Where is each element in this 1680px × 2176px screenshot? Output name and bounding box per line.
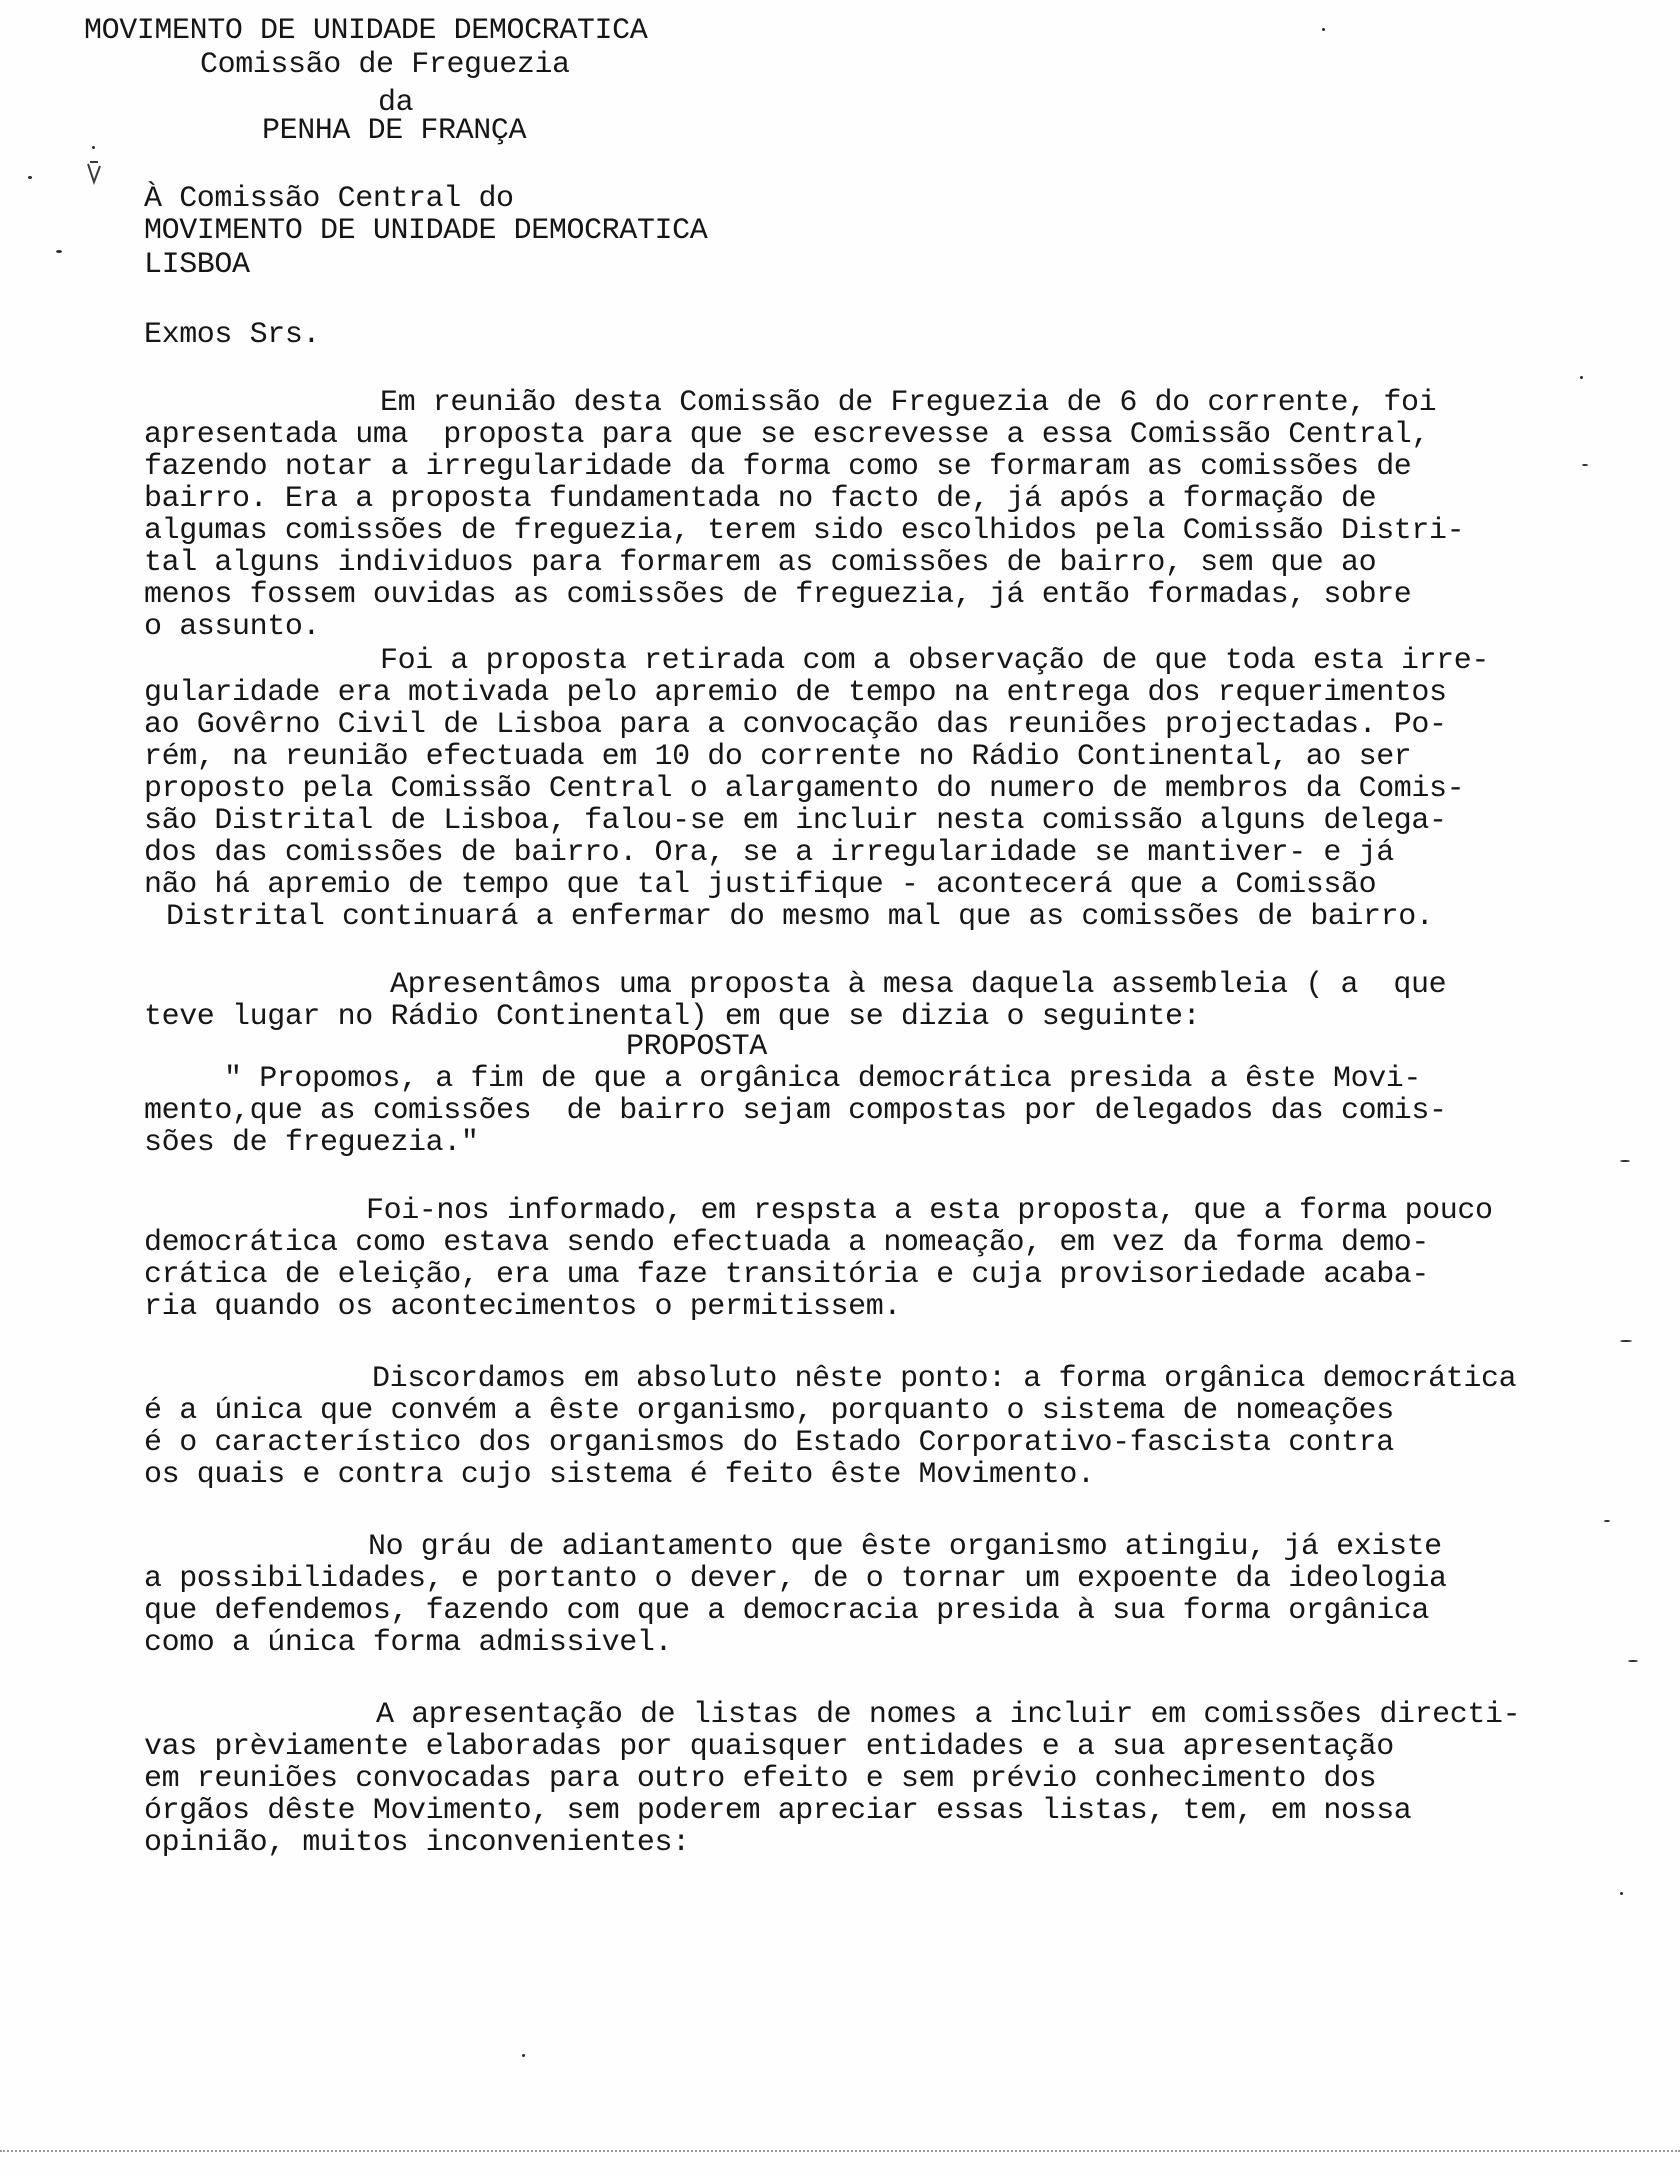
addressee-line-1: À Comissão Central do [144, 182, 514, 216]
scan-edge-line [0, 2150, 1680, 2152]
salutation: Exmos Srs. [144, 318, 321, 352]
scan-speck [92, 146, 95, 149]
text-line: o assunto. [144, 610, 321, 644]
text-line: rém, na reunião efectuada em 10 do corrente no Rádio Continental, ao ser [144, 740, 1412, 774]
addressee-line-3: LISBOA [144, 248, 250, 282]
text-line: Discordamos em absoluto nêste ponto: a forma orgânica democrática [372, 1362, 1517, 1396]
text-line: mento,que as comissões de bairro sejam compostas por delegados das comis- [144, 1094, 1447, 1128]
text-line: sões de freguezia." [144, 1126, 479, 1160]
text-line: No gráu de adiantamento que êste organismo atingiu, já existe [368, 1530, 1442, 1564]
text-line: fazendo notar a irregularidade da forma como se formaram as comissões de [144, 450, 1412, 484]
scan-speck [1628, 1660, 1638, 1662]
text-line: democrática como estava sendo efectuada a nomeação, em vez da forma demo- [144, 1226, 1430, 1260]
text-line: opinião, muitos inconvenientes: [144, 1826, 690, 1860]
text-line: teve lugar no Rádio Continental) em que se dizia o seguinte: [144, 1000, 1201, 1034]
text-line: algumas comissões de freguezia, terem sido escolhidos pela Comissão Distri- [144, 514, 1465, 548]
text-line: A apresentação de listas de nomes a incluir em comissões directi- [376, 1698, 1521, 1732]
text-line: " Propomos, a fim de que a orgânica democrática presida a êste Movi- [224, 1062, 1421, 1096]
text-line: ria quando os acontecimentos o permitissem. [144, 1290, 901, 1324]
text-line: crática de eleição, era uma faze transitória e cuja provisoriedade acaba- [144, 1258, 1430, 1292]
text-line: gularidade era motivada pelo apremio de tempo na entrega dos requerimentos [144, 676, 1447, 710]
text-line: Foi-nos informado, em respsta a esta proposta, que a forma pouco [366, 1194, 1493, 1228]
text-line: ao Govêrno Civil de Lisboa para a convocação das reuniões projectadas. Po- [144, 708, 1447, 742]
da-word: da [378, 86, 414, 120]
commission-name: Comissão de Freguezia [200, 48, 570, 82]
org-name: MOVIMENTO DE UNIDADE DEMOCRATICA [84, 14, 648, 48]
text-line: os quais e contra cujo sistema é feito êste Movimento. [144, 1458, 1095, 1492]
scan-speck [56, 250, 62, 253]
text-line: a possibilidades, e portanto o dever, de o tornar um expoente da ideologia [144, 1562, 1447, 1596]
text-line: dos das comissões de bairro. Ora, se a irregularidade se mantiver- e já [144, 836, 1394, 870]
text-line: proposto pela Comissão Central o alargamento do numero de membros da Comis- [144, 772, 1465, 806]
scan-speck [1604, 1520, 1610, 1522]
text-line: tal alguns individuos para formarem as comissões de bairro, sem que ao [144, 546, 1377, 580]
text-line: bairro. Era a proposta fundamentada no facto de, já após a formação de [144, 482, 1377, 516]
text-line: é o característico dos organismos do Estado Corporativo-fascista contra [144, 1426, 1394, 1460]
scan-speck [1322, 28, 1325, 31]
text-line: menos fossem ouvidas as comissões de freguezia, já então formadas, sobre [144, 578, 1412, 612]
text-line: apresentada uma proposta para que se escrevesse a essa Comissão Central, [144, 418, 1430, 452]
text-line: são Distrital de Lisboa, falou-se em incluir nesta comissão alguns delega- [144, 804, 1447, 838]
margin-mark-icon [84, 160, 104, 186]
text-line: como a única forma admissivel. [144, 1626, 673, 1660]
scan-speck [1580, 376, 1583, 379]
text-line: vas prèviamente elaboradas por quaisquer entidades e a sua apresentação [144, 1730, 1394, 1764]
text-line: não há apremio de tempo que tal justifique - acontecerá que a Comissão [144, 868, 1377, 902]
scan-speck [1620, 1892, 1623, 1895]
proposta-title: PROPOSTA [626, 1030, 767, 1064]
text-line: que defendemos, fazendo com que a democracia presida à sua forma orgânica [144, 1594, 1430, 1628]
text-line: em reuniões convocadas para outro efeito e sem prévio conhecimento dos [144, 1762, 1377, 1796]
scan-speck [1620, 1160, 1630, 1162]
text-line: é a única que convém a êste organismo, porquanto o sistema de nomeações [144, 1394, 1394, 1428]
text-line: Em reunião desta Comissão de Freguezia de 6 do corrente, foi [380, 386, 1437, 420]
text-line: Apresentâmos uma proposta à mesa daquela assembleia ( a que [390, 968, 1447, 1002]
text-line: Distrital continuará a enfermar do mesmo mal que as comissões de bairro. [166, 900, 1434, 934]
addressee-line-2: MOVIMENTO DE UNIDADE DEMOCRATICA [144, 214, 708, 248]
scan-speck [28, 176, 32, 179]
text-line: órgãos dêste Movimento, sem poderem apreciar essas listas, tem, em nossa [144, 1794, 1412, 1828]
scan-speck [1620, 1340, 1632, 1342]
scan-speck [1582, 464, 1588, 466]
scan-speck [522, 2054, 525, 2057]
text-line: Foi a proposta retirada com a observação de que toda esta irre- [380, 644, 1489, 678]
parish-name: PENHA DE FRANÇA [262, 114, 527, 148]
